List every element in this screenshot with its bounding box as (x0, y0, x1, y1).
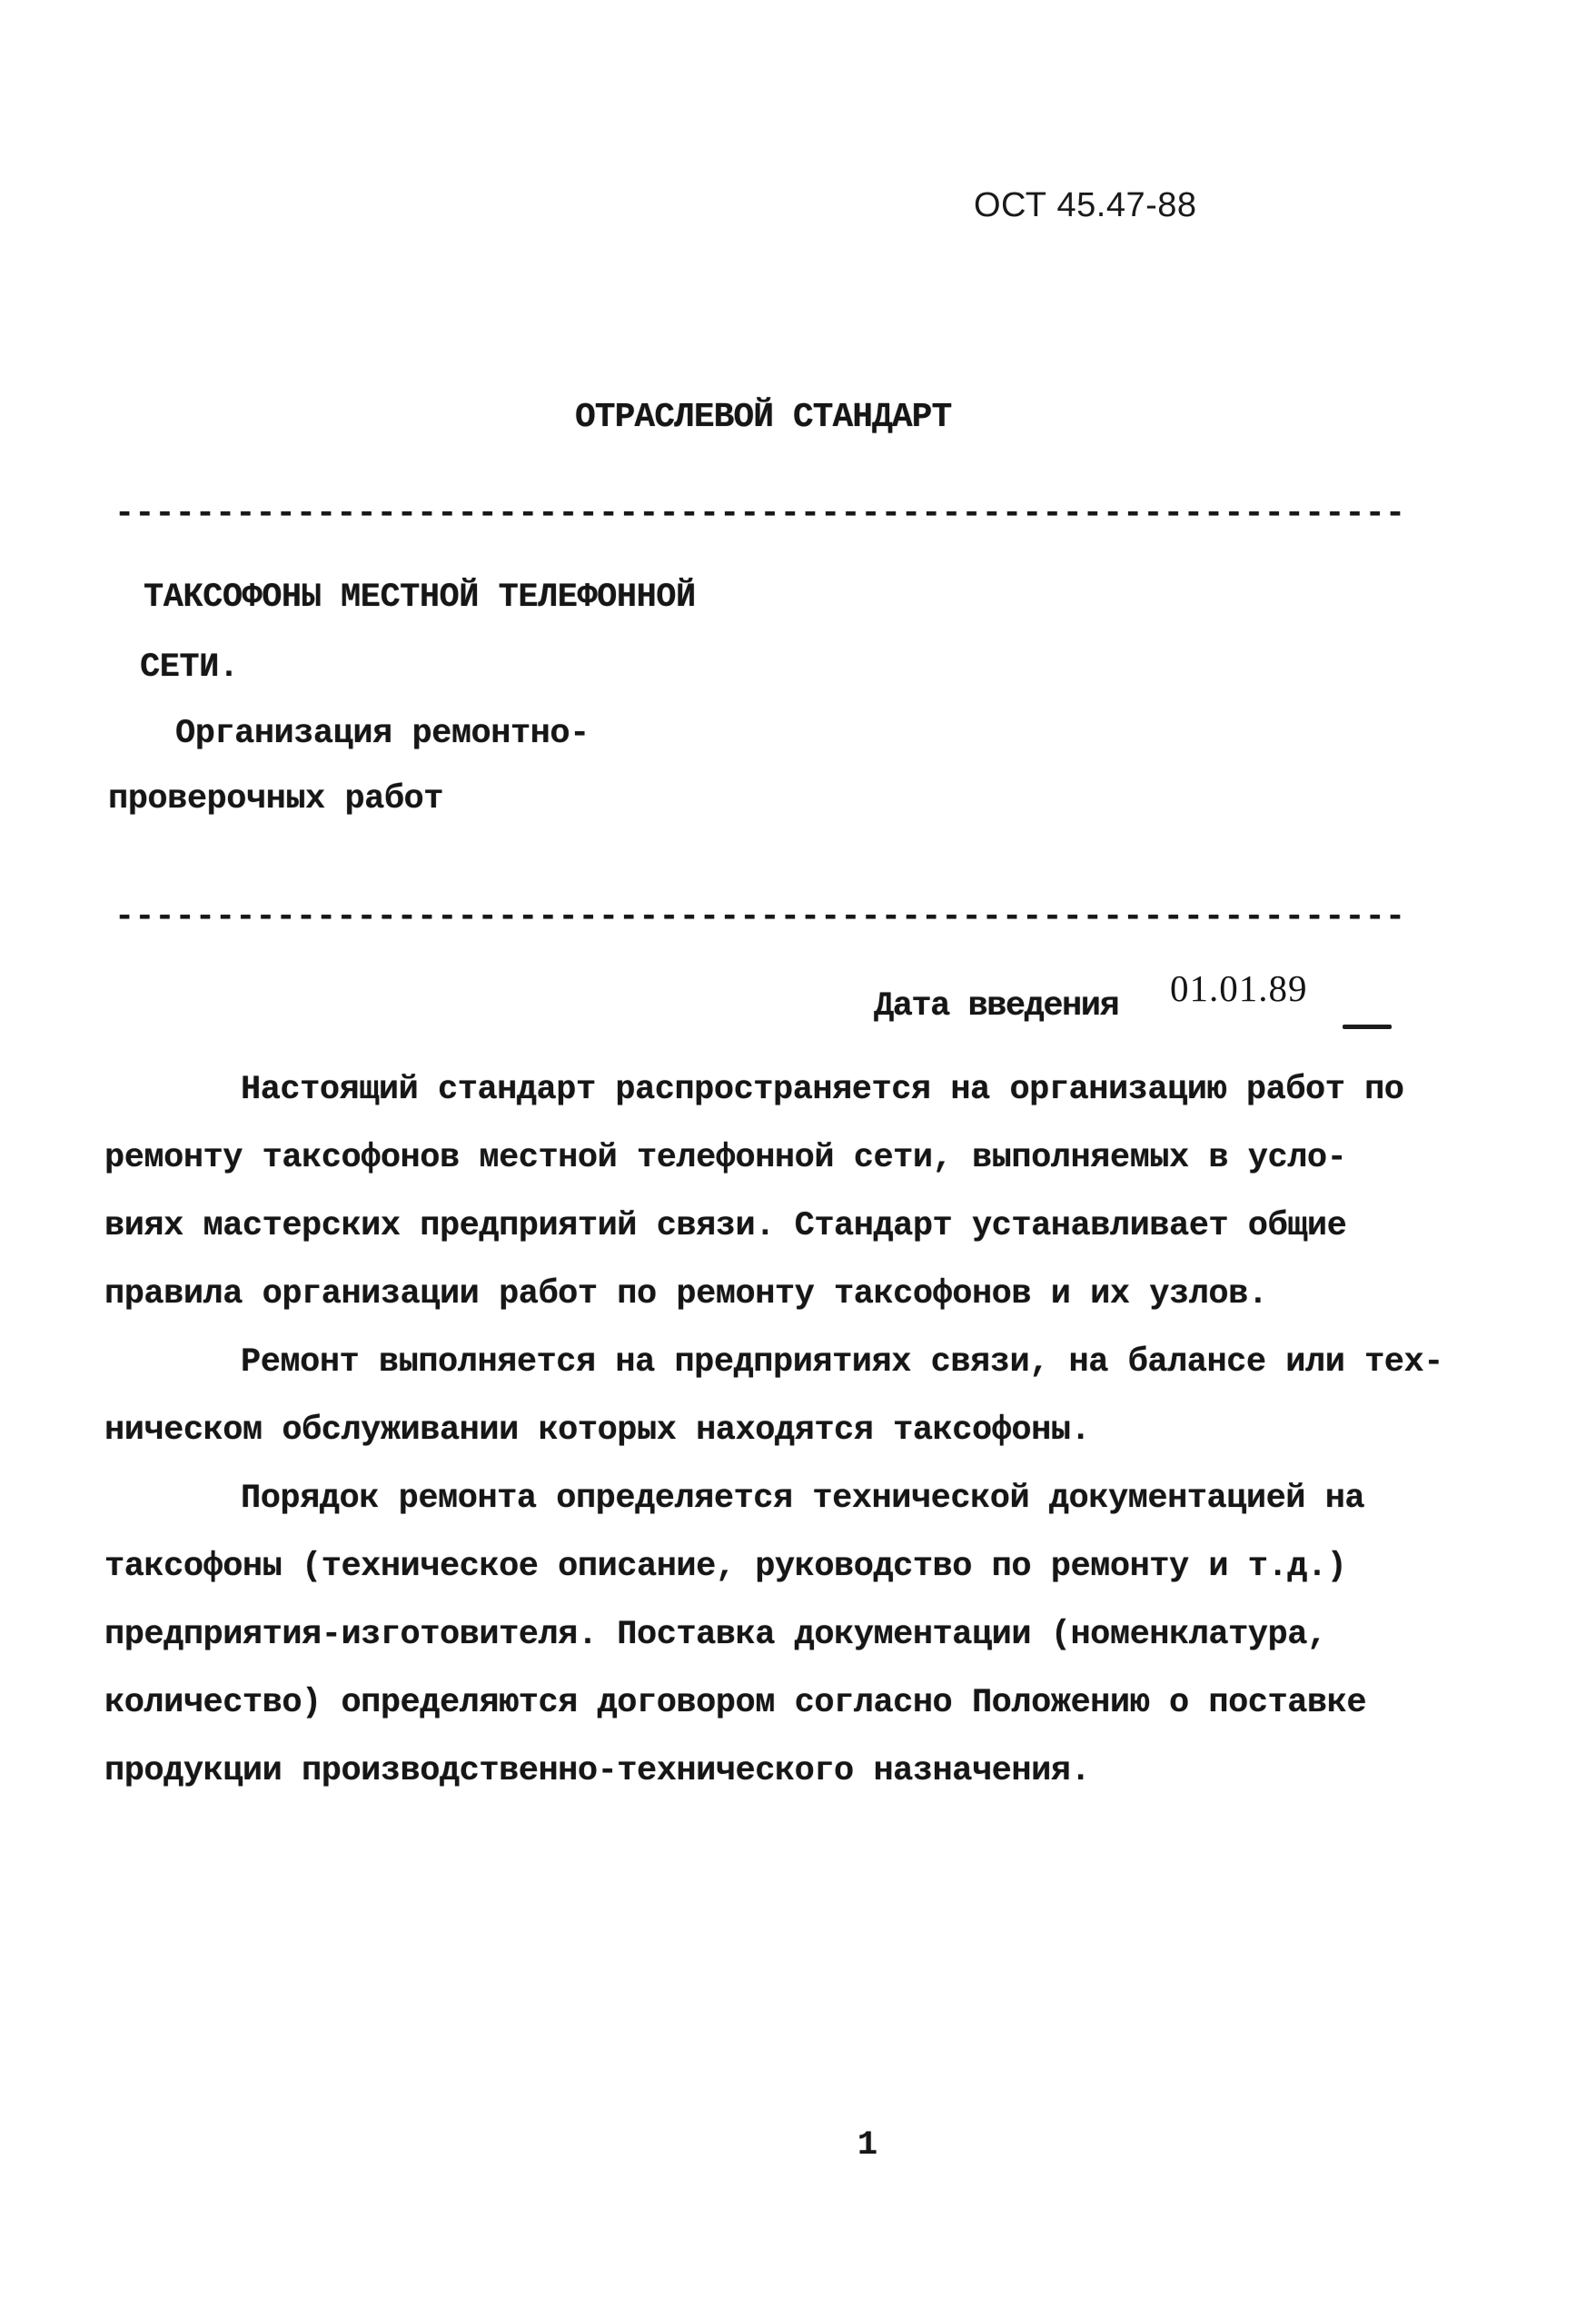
body-line: Настоящий стандарт распространяется на организацию работ по (241, 1071, 1404, 1109)
standard-title-line-4: проверочных работ (108, 780, 443, 818)
standard-title-line-1: ТАКСОФОНЫ МЕСТНОЙ ТЕЛЕФОННОЙ (144, 579, 696, 617)
separator-dashes-bottom: ---------------------------------------------------------------- (114, 901, 1406, 936)
body-line: виях мастерских предприятий связи. Стандарт устанавливает общие (104, 1207, 1347, 1245)
standard-title-line-2: СЕТИ. (140, 649, 239, 687)
body-line: продукции производственно-технического назначения. (104, 1752, 1091, 1790)
page-number: 1 (857, 2126, 878, 2164)
effective-date-value: 01.01.89 (1170, 967, 1308, 1009)
body-line: правила организации работ по ремонту таксофонов и их узлов. (104, 1275, 1268, 1313)
standard-title-line-3: Организация ремонтно- (175, 715, 590, 753)
body-line: Порядок ремонта определяется технической документацией на (241, 1480, 1365, 1518)
effective-date-label: Дата введения (874, 987, 1119, 1025)
body-line: Ремонт выполняется на предприятиях связи, на балансе или тех- (241, 1343, 1443, 1382)
body-line: ремонту таксофонов местной телефонной сети, выполняемых в усло- (104, 1139, 1347, 1177)
separator-dashes-top: ---------------------------------------------------------------- (114, 498, 1406, 533)
body-line: ническом обслуживании которых находятся таксофоны. (104, 1411, 1091, 1450)
body-line: количество) определяются договором согласно Положению о поставке (104, 1684, 1367, 1722)
body-text (104, 1056, 1443, 1806)
date-underline-dash (1343, 1025, 1392, 1029)
body-line: предприятия-изготовителя. Поставка документации (номенклатура, (104, 1616, 1327, 1654)
standard-ref-text: ОСТ 45.47-88 (974, 186, 1197, 224)
document-type-heading: ОТРАСЛЕВОЙ СТАНДАРТ (575, 398, 952, 437)
body-line: таксофоны (техническое описание, руководство по ремонту и т.д.) (104, 1548, 1347, 1586)
